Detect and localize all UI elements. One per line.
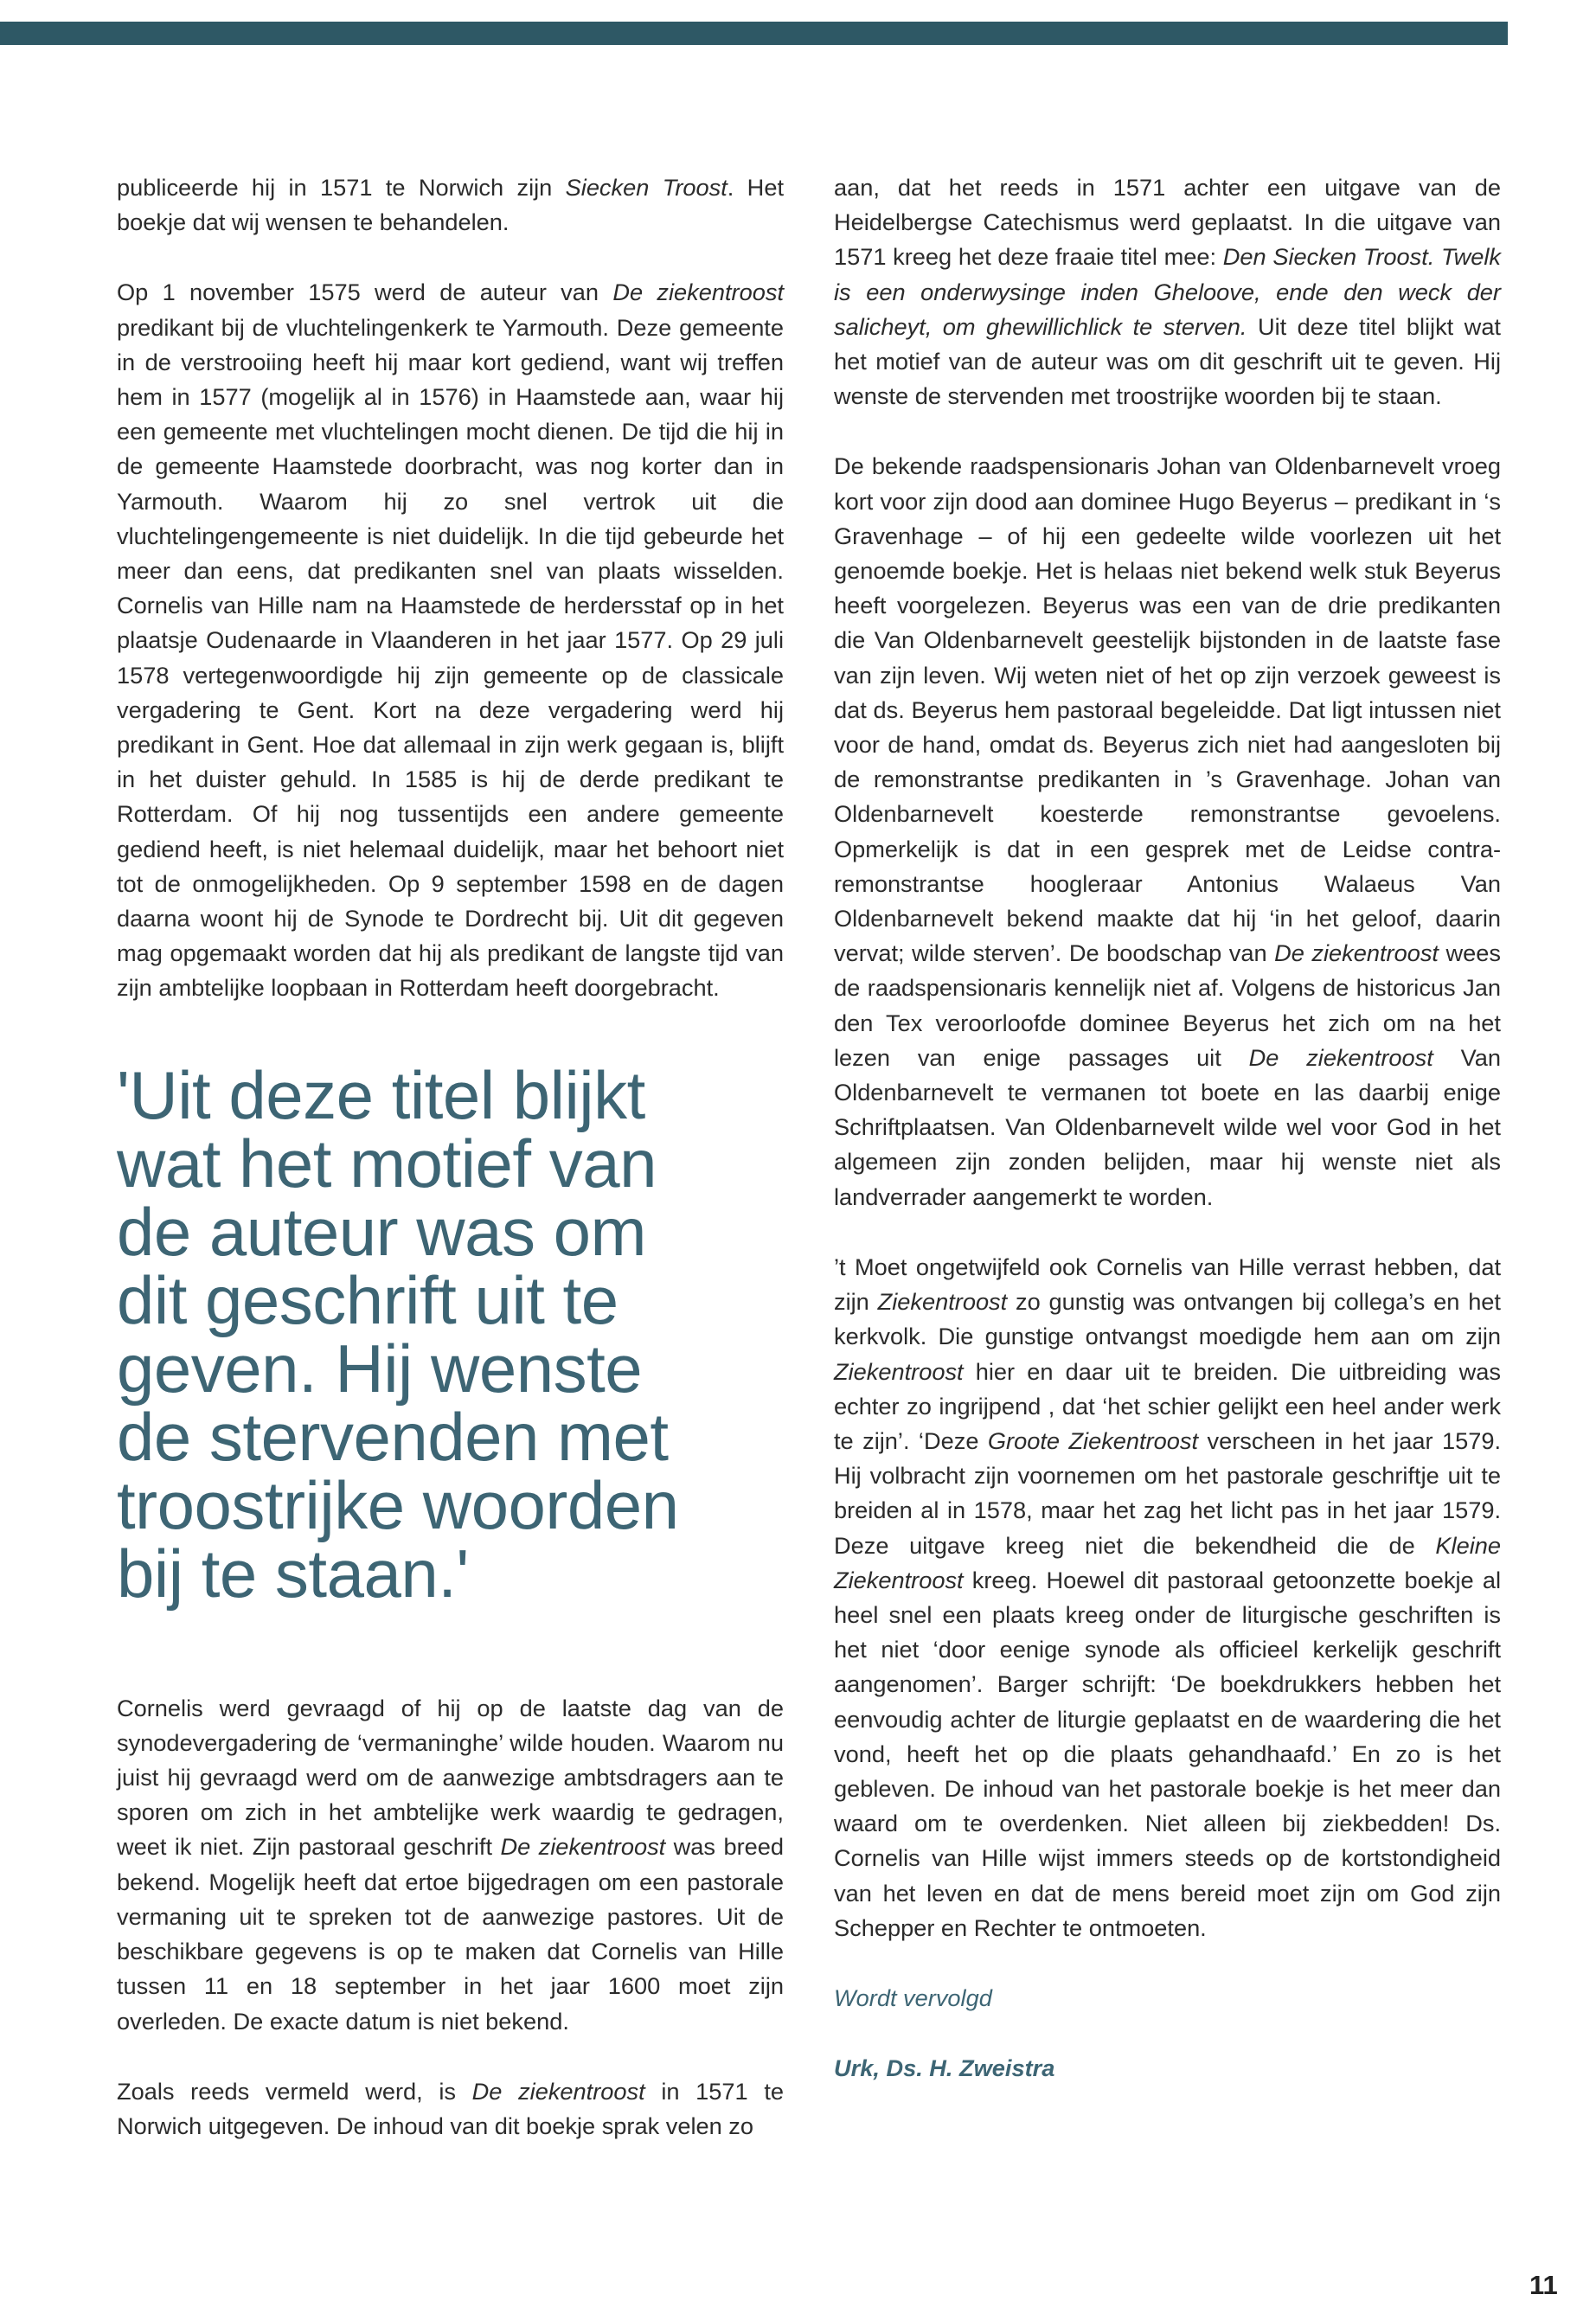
paragraph: Zoals reeds vermeld werd, is De ziekentroost in 1571 te Norwich uitgegeven. De inhoud van dit boekje sprak velen zo (117, 2077, 784, 2139)
paragraph: Op 1 november 1575 werd de auteur van De ziekentroost predikant bij de vluchtelingenkerk te Yarmouth. Deze gemeente in de verstrooiing heeft hij maar kort gediend, want wij treffen hem in 1577 (mogelijk al in 1576) in Haamstede aan, waar hij een gemeente met vluchtelingen mocht dienen. De tijd die hij in de gemeente Haamstede doorbracht, was nog korter dan in Yarmouth. Waarom hij zo snel vertrok uit die vluchtelingengemeente is niet duidelijk. In die tijd gebeurde het meer dan eens, dat predikanten snel van plaats wisselden. Cornelis van Hille nam na Haamstede de herdersstaf op in het plaatsje Oudenaarde in Vlaanderen in het jaar 1577. Op 29 juli 1578 vertegenwoordigde hij zijn gemeente op de classicale vergadering te Gent. Kort na deze vergadering werd hij predikant in Gent. Hoe dat allemaal in zijn werk gegaan is, blijft in het duister gehuld. In 1585 is hij de derde predikant te Rotterdam. Of hij nog tussentijds een andere gemeente gediend heeft, is niet helemaal duidelijk, maar het behoort niet tot de onmogelijkheden. Op 9 september 1598 en de dagen daarna woont hij de Synode te Dordrecht bij. Uit dit gegeven mag opgemaakt worden dat hij als predikant de langste tijd van zijn ambtelijke loopbaan in Rotterdam heeft doorgebracht. (117, 279, 784, 1002)
paragraph: aan, dat het reeds in 1571 achter een uitgave van de Heidelbergse Catechismus werd geplaatst. In die uitgave van 1571 kreeg het deze fraaie titel mee: Den Siecken Troost. Twelk is een onderwysinge inden Gheloove, ende den weck der salicheyt, om ghewillichlick te sterven. Uit deze titel blijkt wat het motief van de auteur was om dit geschrift uit te geven. Hij wenste de stervenden met troostrijke woorden bij te staan. (834, 174, 1501, 410)
right-column (834, 170, 1501, 2121)
paragraph: Cornelis werd gevraagd of hij op de laatste dag van de synodevergadering de ‘vermaninghe’ wilde houden. Waarom nu juist hij gevraagd werd om de aanwezige ambtsdragers aan te sporen om zich in het ambtelijke werk waardig te gedragen, weet ik niet. Zijn pastoraal geschrift De ziekentroost was breed bekend. Mogelijk heeft dat ertoe bijgedragen om een pastorale vermaning uit te spreken tot de aanwezige pastores. Uit de beschikbare gegevens is op te maken dat Cornelis van Hille tussen 11 en 18 september in het jaar 1600 moet zijn overleden. De exacte datum is niet bekend. (117, 1694, 784, 2035)
paragraph: De bekende raadspensionaris Johan van Oldenbarnevelt vroeg kort voor zijn dood aan dominee Hugo Beyerus – predikant in ‘s Gravenhage – of hij een gedeelte wilde voorlezen uit het genoemde boekje. Het is helaas niet bekend welk stuk Beyerus heeft voorgelezen. Beyerus was een van de drie predikanten die Van Oldenbarnevelt geestelijk bijstonden in de laatste fase van zijn leven. Wij weten niet of het op zijn verzoek geweest is dat ds. Beyerus hem pastoraal begeleidde. Dat ligt intussen niet voor de hand, omdat ds. Beyerus zich niet had aangesloten bij de remonstrantse predikanten in ’s Gravenhage. Johan van Oldenbarnevelt koesterde remonstrantse gevoelens. Opmerkelijk is dat in een gesprek met de Leidse contra-remonstrantse hoogleraar Antonius Walaeus Van Oldenbarnevelt bekend maakte dat hij ‘in het geloof, daarin vervat; wilde sterven’. De boodschap van De ziekentroost wees de raadspensionaris kennelijk niet af. Volgens de historicus Jan den Tex veroorloofde dominee Beyerus het zich om na het lezen van enige passages uit De ziekentroost Van Oldenbarnevelt te vermanen tot boete en las daarbij enige Schriftplaatsen. Van Oldenbarnevelt wilde wel voor God in het algemeen zijn zonden belijden, maar hij wenste niet als landverrader aangemerkt te worden. (834, 452, 1501, 1210)
paragraph: ’t Moet ongetwijfeld ook Cornelis van Hille verrast hebben, dat zijn Ziekentroost zo gunstig was ontvangen bij collega’s en het kerkvolk. Die gunstige ontvangst moedigde hem aan om zijn Ziekentroost hier en daar uit te breiden. Die uitbreiding was echter zo ingrijpend , dat ‘het schier gelijkt een heel ander werk te zijn’. ‘Deze Groote Ziekentroost verscheen in het jaar 1579. Hij volbracht zijn voornemen om het pastorale geschriftje uit te breiden al in 1578, maar het zag het licht pas in het jaar 1579. Deze uitgave kreeg niet die bekendheid die de Kleine Ziekentroost kreeg. Hoewel dit pastoraal getoonzette boekje al heel snel een plaats kreeg onder de liturgische geschriften is het niet ‘door eenige synode als officieel kerkelijk geschrift aangenomen’. Barger schrijft: ‘De boekdrukkers hebben het eenvoudig achter de liturgie geplaatst en de waardering die het vond, heeft het op die plaats gehandhaafd.’ En zo is het gebleven. De inhoud van het pastorale boekje is het meer dan waard om te overdenken. Niet alleen bij ziekbedden! Ds. Cornelis van Hille wijst immers steeds op de kortstondigheid van het leven en dat de mens bereid moet zijn om God zijn Schepper en Rechter te ontmoeten. (834, 1253, 1501, 1941)
header-bar (0, 22, 1508, 45)
paragraph: publiceerde hij in 1571 te Norwich zijn Siecken Troost. Het boekje dat wij wensen te behandelen. (117, 174, 784, 236)
page-number: 11 (1529, 2270, 1558, 2300)
continued-note: Wordt vervolgd (834, 1984, 992, 2011)
author-signature: Urk, Ds. H. Zweistra (834, 2054, 1055, 2082)
left-column (117, 170, 784, 2179)
pull-quote: 'Uit deze titel blijkt wat het motief van de auteur was om dit geschrift uit te geven. Hij wenste de stervenden met troostrijke woorden bij te staan.' (117, 1056, 679, 1612)
